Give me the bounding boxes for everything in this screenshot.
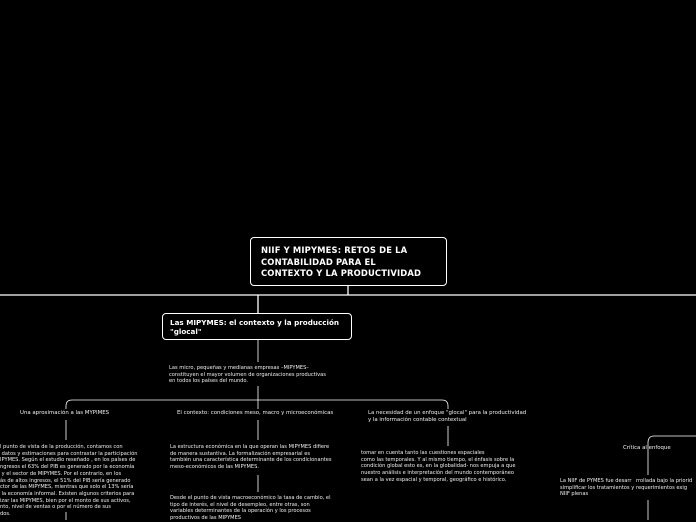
- detail-line: ctor de las MIPYMES, mientras que solo el 13% sería: [0, 484, 134, 491]
- branch-2-detail[interactable]: [170, 444, 332, 471]
- branch-label-aproximacion[interactable]: Una aproximación a las MYPIMES: [20, 410, 110, 416]
- branch-label-enfoque-line-1: La necesidad de un enfoque "glocal" para la productividad: [368, 410, 527, 416]
- detail-line: izar las MIPYMES, bien por el monto de sus activos,: [0, 497, 131, 504]
- branch-label-contexto[interactable]: El contexto: condiciones meso, macro y microeconómicas: [177, 410, 334, 416]
- detail-line: La estructura económica en la que operan las MIPYMES difiere: [170, 444, 330, 450]
- main-topic-line-1: Las MIPYMES: el contexto y la producción: [170, 318, 340, 327]
- detail-line: datos y estimaciones para contrastar la participación: [0, 450, 138, 457]
- detail-line: variables determinantes de la operación y los procesos: [170, 508, 311, 515]
- detail-line: tipo de interés, el nivel de desempleo, entre otras, son: [170, 501, 310, 508]
- branch-label-enfoque-glocal[interactable]: [368, 410, 526, 423]
- detail-line: ngresos el 63% del PIB es generado por la economía: [0, 464, 135, 471]
- main-topic-line-2: "glocal": [170, 327, 202, 336]
- detail-line: Desde el punto de vista macroeconómico la tasa de cambio, el: [170, 495, 331, 501]
- detail-line: meso-económicos de las MIPYMES.: [170, 464, 259, 471]
- critique-detail-right[interactable]: [636, 478, 692, 491]
- critique-bar: [648, 436, 696, 443]
- detail-line: rrollada bajo la priorid: [636, 478, 693, 484]
- detail-line: de manera sustantiva. La formalización empresarial es: [170, 450, 310, 457]
- branch-3-detail[interactable]: [361, 450, 515, 484]
- intro-line-3: en todos los países del mundo.: [169, 378, 249, 385]
- detail-line: dos.: [0, 511, 11, 518]
- detail-line: IPYMES. Según el estudio reseñado , en los países de: [0, 457, 136, 464]
- central-topic-line-2: CONTABILIDAD PARA EL: [261, 256, 376, 267]
- detail-line: también una característica determinante de los condicionantes: [170, 457, 332, 464]
- central-topic-line-3: CONTEXTO Y LA PRODUCTIVIDAD: [261, 268, 422, 279]
- detail-line: y el sector de MIPYMES. Por el contrario, en los: [0, 470, 122, 477]
- branch-1-detail[interactable]: [0, 444, 137, 518]
- detail-line: condición global esto es, en la globalidad- nos empuja a que: [361, 463, 516, 470]
- detail-line: La NIIF de PYMES fue desarr: [560, 478, 632, 484]
- detail-line: l punto de vista de la producción, contamos con: [0, 444, 123, 450]
- branch-label-enfoque-line-2: y la información contable contextual: [368, 416, 467, 423]
- intro-line-1: Las micro, pequeñas y medianas empresas –MIPYMES–: [169, 365, 309, 371]
- detail-line: nto, nivel de ventas o por el número de sus: [0, 504, 111, 511]
- central-topic-line-1: NIIF Y MIPYMES: RETOS DE LA: [261, 245, 408, 255]
- detail-line: la economía informal. Existen algunos criterios para: [0, 490, 135, 497]
- central-topic[interactable]: [250, 237, 447, 286]
- detail-line: ás de altos ingresos, el 51% del PIB sería generado: [0, 477, 131, 484]
- detail-line: NIIF plenas: [560, 491, 589, 498]
- main-topic[interactable]: [162, 313, 352, 340]
- detail-line: como las temporales. Y al mismo tiempo, el énfasis sobre la: [361, 456, 515, 463]
- detail-line: simplificar los tratamientos y: [560, 484, 635, 491]
- branch-bar: [66, 400, 448, 406]
- intro-text[interactable]: [169, 365, 326, 385]
- detail-line: tomar en cuenta tanto las cuestiones espaciales: [361, 450, 485, 456]
- branch-2-detail-macro[interactable]: [170, 495, 330, 522]
- detail-line: nuestro análisis e interpretación del mundo contemporáneo: [361, 470, 514, 477]
- intro-line-2: constituyen el mayor volumen de organizaciones productivas: [169, 371, 326, 378]
- critique-label[interactable]: Crítica al enfoque: [623, 445, 671, 451]
- detail-line: sean a la vez espacial y temporal, geográfico e histórico.: [361, 476, 507, 483]
- detail-line: productivos de las MIPYMES: [170, 515, 242, 522]
- detail-line: requerimientos exig: [636, 484, 688, 491]
- critique-detail-left[interactable]: [560, 478, 634, 498]
